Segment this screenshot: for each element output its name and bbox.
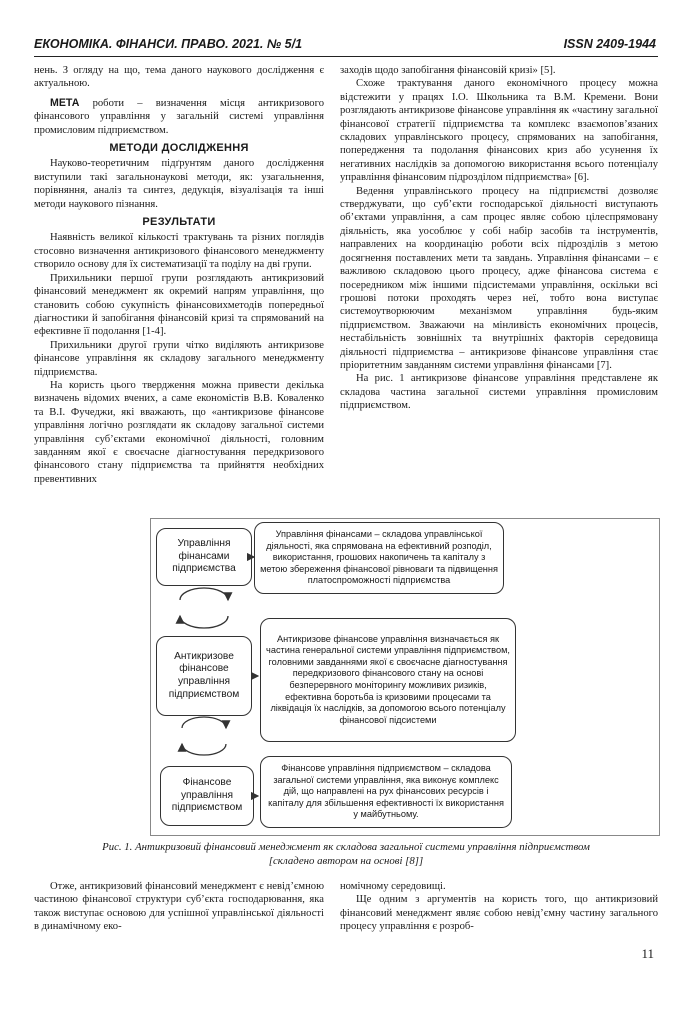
paragraph-methods: Науково-теоретичним підґрунтям даного дослідження виступили такі загальнонаукові методи, як: узагальнення, порівняння, аналіз та синтез, дедукція, візуалізація та інші методи наукового пізнання. <box>34 158 324 210</box>
aim-text: роботи – визначення місця антикризового фінансового управління у загальній системі управління промисловим підприємством. <box>34 97 324 136</box>
box-financial-management: Фінансове управління підприємством <box>160 766 254 826</box>
figure-caption <box>34 840 658 868</box>
paragraph-argument: Ще одним з аргументів на користь того, що антикризовий фінансовий менеджмент являє собою невід’ємну частину загального процесу управління є розроб- <box>340 894 658 933</box>
paragraph-continued-2: номічному середовищі. <box>340 881 446 892</box>
box-financial-management-definition: Фінансове управління підприємством – складова загальної системи управління, яка виконує комплекс дій, що направлені на рух фінансових ресурсів і капіталу для збільшення ефективності їх використання у майбутньому. <box>260 756 512 828</box>
paragraph-aim <box>34 97 324 137</box>
issn: ISSN 2409-1944 <box>563 37 656 51</box>
methods-heading: МЕТОДИ ДОСЛІДЖЕННЯ <box>109 142 249 155</box>
box-finance-management-definition: Управління фінансами – складова управлінської діяльності, яка спрямована на ефективний розподіл, використання, грошових накопичень та капіталу з метою збереження фінансової рівноваги та підвищення платоспроможності підприємства <box>254 522 504 594</box>
paragraph-intro: нень. З огляду на що, тема даного наукового дослідження є актуальною. <box>34 65 324 90</box>
paragraph-figure-intro: На рис. 1 антикризове фінансове управління представлене як складова частина загальної системи управління промисловим підприємством. <box>340 373 658 412</box>
paragraph-continued: заходів щодо запобігання фінансовій кризі» [5]. <box>340 65 556 76</box>
left-column-top <box>34 64 324 486</box>
left-column-bottom <box>34 880 324 934</box>
figure-arrows <box>150 518 660 836</box>
box-anticrisis-definition: Антикризове фінансове управління визначається як частина генеральної системи управління підприємством, головними завданнями якої є своєчасне діагностування передкризового фінансового стану на основі безперервного моніторингу можливих ризиків, ефективна боротьба із кризовими процесами та ліквідація їх наслідків, за допомогою всього потенціалу фінансової підсистеми <box>260 618 516 742</box>
aim-label: МЕТА <box>50 96 80 109</box>
cycle-arrows-bottom-icon <box>182 717 226 755</box>
results-heading: РЕЗУЛЬТАТИ <box>142 216 216 229</box>
paragraph-conclusion: Отже, антикризовий фінансовий менеджмент є невід’ємною частиною фінансової структури суб’єкта господарювання, яка також виступає основою для успішної управлінської діяльності в динамічному еко- <box>34 881 324 933</box>
box-finance-management: Управління фінансами підприємства <box>156 528 252 586</box>
journal-header <box>34 36 658 57</box>
paragraph-results-2: Прихильники першої групи розглядають антикризовий фінансовий менеджмент як окремий напрям управління, що становить собою сукупність фінансовихметодів попередньої діагностики й запобігання фінансовій кризі та спрямований на ефективне її подолання [1-4]. <box>34 272 324 338</box>
figure-1-diagram <box>150 518 660 836</box>
paragraph-results-3: Прихильники другої групи чітко виділяють антикризове фінансове управління як складову загального менеджменту підприємства. <box>34 339 324 378</box>
box-anticrisis-management: Антикризове фінансове управління підприємством <box>156 636 252 716</box>
paragraph-management-process: Ведення управлінського процесу на підприємстві дозволяє стверджувати, що суб’єкти господарської діяльності виступають об’єктами управління, а сам процес являє собою цілеспрямовану діяльність, яка уособлює у собі набір засобів та інструментів, направлених на координацію роботи всіх підрозділів з метою досягнення поставлених мети та завдань. Управління фінансами – є важливою складовою цього процесу, адже фінансова система є посередником між іншими підсистемами управління, оскільки всі грошові потоки проходять через неї, тобто вона виступає системоутворюючим механізмом управління будь-яким підприємством. Зважаючи на мінливість економічних процесів, нестабільність зовнішніх та внутрішніх факторів середовища діяльності підприємства – антикризове фінансове управління стає пріоритетним завданням системи управління фінансами [7]. <box>340 185 658 371</box>
page-number: 11 <box>641 946 654 961</box>
caption-title: Рис. 1. Антикризовий фінансовий менеджмент як складова загальної системи управління підприємством <box>102 841 590 853</box>
paragraph-results-1: Наявність великої кількості трактувань та різних поглядів стосовно визначення антикризового фінансового менеджменту створило основу для їх систематизації та поділу на дві групи. <box>34 232 324 271</box>
paragraph-shkolnyk: Схоже трактування даного економічного процесу можна відстежити у працях І.О. Школьника та В.М. Кремени. Вони розглядають антикризове фінансове управління як «частину загальної фінансової стратегії підприємства та комплекс взаємопов’язаних складових управлінського процесу, спрямованих на запобігання, попередження та подолання фінансових криз або усунення їх негативних наслідків за допомогою використання всього потенціалу управління фінансовим підрозділом підприємства» [6]. <box>340 78 658 184</box>
caption-source: [складено автором на основі [8]] <box>268 855 424 867</box>
cycle-arrows-top-icon <box>180 588 228 628</box>
paragraph-results-4: На користь цього твердження можна привести декілька визначень відомих вчених, а саме економістів В.В. Коваленко та В.І. Фучеджи, які вважають, що «антикризове фінансове управління логічно розглядати як складову загальної системи управління суб’єктами економічної діяльності, головним завданням якої є своєчасне діагностування передкризового фінансового стану підприємства та прийняття необхідних превентивних <box>34 379 324 485</box>
right-column-bottom <box>340 880 658 934</box>
journal-title: ЕКОНОМІКА. ФІНАНСИ. ПРАВО. 2021. № 5/1 <box>34 37 303 51</box>
right-column-top <box>340 64 658 413</box>
